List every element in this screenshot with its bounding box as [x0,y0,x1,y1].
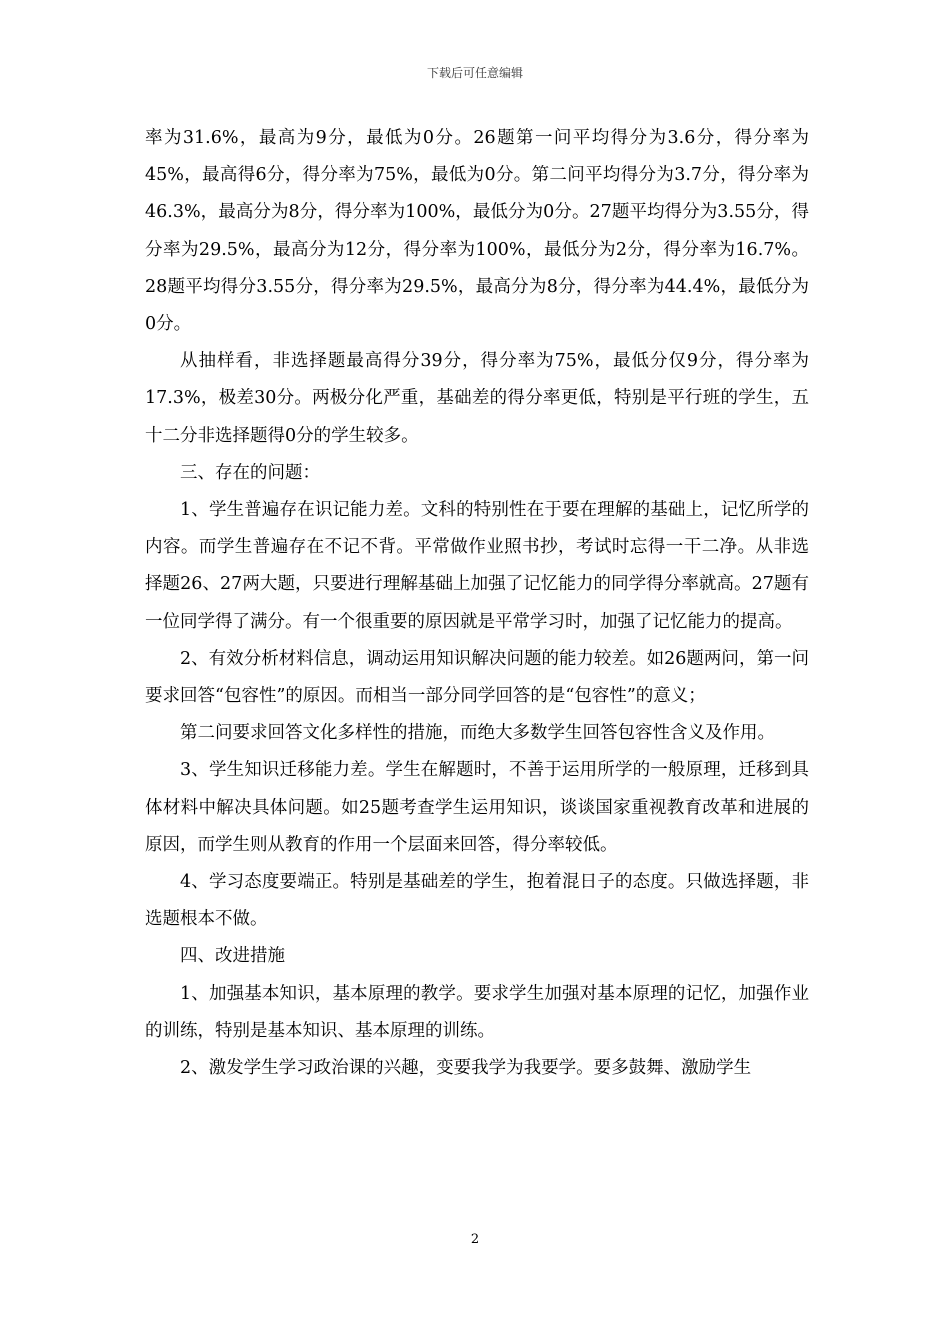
section-heading-measures: 四、改进措施 [180,946,285,967]
section-heading-problems: 三、存在的问题： [180,462,320,483]
paragraph-score-stats: 率为31.6%，最高为9分，最低为0分。26题第一问平均得分为3.6分，得分率为45%，最高得6分，得分率为75%，最低为0分。第二问平均得分为3.7分，得分率为46.3%，最高分为8分，得分率为100%，最低分为0分。27题平均得分为3.55分，得分率为29.5%，最高分为12分，得分率为100%，最低分为2分，得分率为16.7%。28题平均得分3.55分，得分率为29.5%，最高分为8分，得分率为44.4%，最低分为0分。 [145,128,809,335]
paragraph-problem-2: 2、有效分析材料信息，调动运用知识解决问题的能力较差。如26题两问，第一问要求回答“包容性”的原因。而相当一部分同学回答的是“包容性”的意义； [145,648,809,707]
page-number: 2 [470,1232,480,1247]
document-body [145,120,809,1087]
paragraph-measure-2: 2、激发学生学习政治课的兴趣，变要我学为我要学。要多鼓舞、激励学生 [180,1058,752,1079]
paragraph-measure-1: 1、加强基本知识，基本原理的教学。要求学生加强对基本原理的记忆，加强作业的训练，特别是基本知识、基本原理的训练。 [145,983,809,1041]
page-header: 下载后可任意编辑 [426,66,523,80]
paragraph-problem-2-continued: 第二问要求回答文化多样性的措施，而绝大多数学生回答包容性含义及作用。 [180,723,775,744]
paragraph-problem-4: 4、学习态度要端正。特别是基础差的学生，抱着混日子的态度。只做选择题，非选题根本不做。 [145,872,809,930]
paragraph-problem-3: 3、学生知识迁移能力差。学生在解题时，不善于运用所学的一般原理，迁移到具体材料中解决具体问题。如25题考查学生运用知识，谈谈国家重视教育改革和进展的原因，而学生则从教育的作用一个层面来回答，得分率较低。 [145,760,809,855]
paragraph-sampling: 从抽样看，非选择题最高得分39分，得分率为75%，最低分仅9分，得分率为17.3%，极差30分。两极分化严重，基础差的得分率更低，特别是平行班的学生，五十二分非选择题得0分的学生较多。 [145,351,809,446]
paragraph-problem-1: 1、学生普遍存在识记能力差。文科的特别性在于要在理解的基础上，记忆所学的内容。而学生普遍存在不记不背。平常做作业照书抄，考试时忘得一干二净。从非选择题26、27两大题，只要进行理解基础上加强了记忆能力的同学得分率就高。27题有一位同学得了满分。有一个很重要的原因就是平常学习时，加强了记忆能力的提高。 [145,500,809,632]
